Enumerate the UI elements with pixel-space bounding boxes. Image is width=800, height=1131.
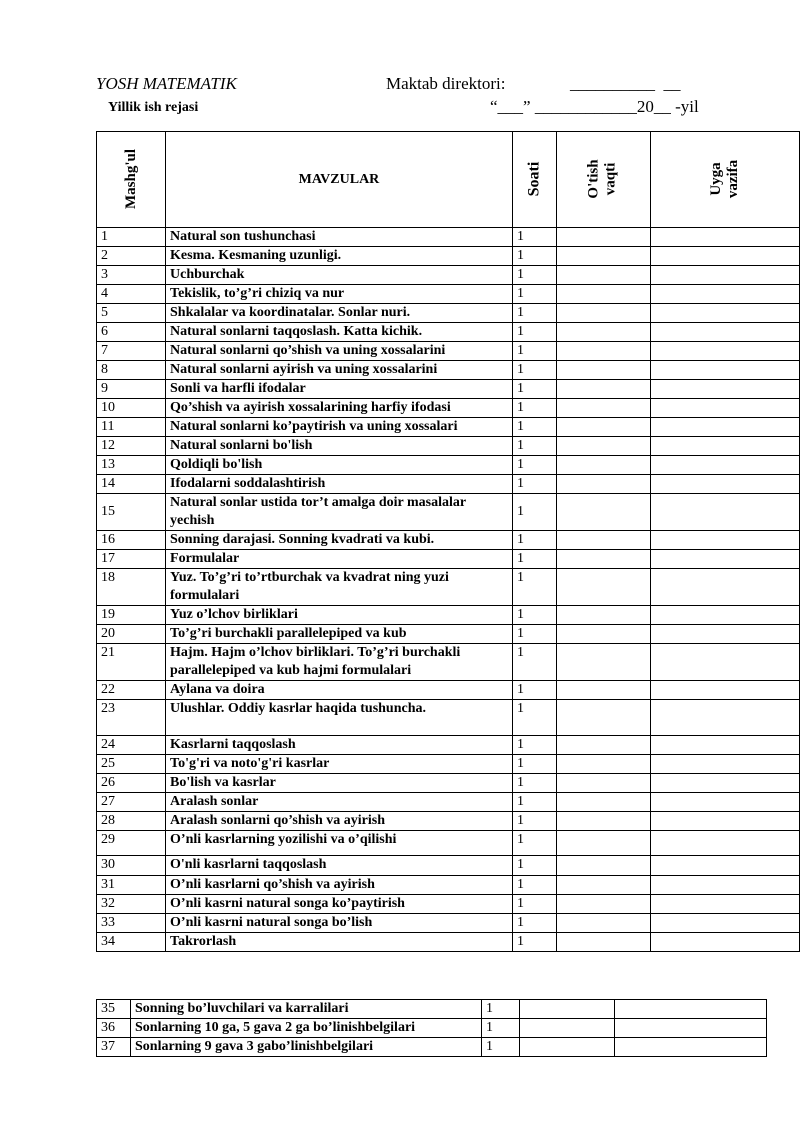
table-row (97, 895, 800, 914)
lesson-topic: Shkalalar va koordinatalar. Sonlar nuri. (166, 304, 513, 323)
homework-cell (650, 342, 800, 361)
lesson-hours: 1 (512, 247, 556, 266)
lesson-hours: 1 (512, 793, 556, 812)
lesson-number: 32 (97, 895, 166, 914)
date-cell (556, 736, 650, 755)
lesson-hours: 1 (512, 380, 556, 399)
homework-cell (650, 755, 800, 774)
table-row (97, 700, 800, 736)
lesson-number: 20 (97, 625, 166, 644)
lesson-hours: 1 (512, 569, 556, 606)
lesson-topic: Natural sonlarni ko’paytirish va uning xossalari (166, 418, 513, 437)
lesson-hours: 1 (512, 914, 556, 933)
lesson-hours: 1 (512, 933, 556, 952)
lesson-topic: O’nli kasrlarni qo’shish va ayirish (166, 876, 513, 895)
lesson-number: 10 (97, 399, 166, 418)
lesson-topic: Ifodalarni soddalashtirish (166, 475, 513, 494)
table-row (97, 681, 800, 700)
lesson-topic: Natural son tushunchasi (166, 228, 513, 247)
lesson-hours: 1 (512, 812, 556, 831)
date-cell (556, 876, 650, 895)
lesson-topic: Aralash sonlarni qo’shish va ayirish (166, 812, 513, 831)
lesson-number: 27 (97, 793, 166, 812)
date-cell (556, 380, 650, 399)
lesson-hours: 1 (512, 856, 556, 876)
lesson-number: 29 (97, 831, 166, 856)
lesson-topic: Tekislik, to’g’ri chiziq va nur (166, 285, 513, 304)
date-cell (556, 625, 650, 644)
lesson-topic: Qo’shish va ayirish xossalarining harfiy ifodasi (166, 399, 513, 418)
date-cell (556, 361, 650, 380)
date-cell (556, 700, 650, 736)
date-cell (556, 550, 650, 569)
date-cell (556, 774, 650, 793)
table-row (97, 755, 800, 774)
lesson-number: 21 (97, 644, 166, 681)
homework-cell (650, 531, 800, 550)
lesson-hours: 1 (512, 625, 556, 644)
table-row (97, 342, 800, 361)
lesson-number: 1 (97, 228, 166, 247)
lesson-number: 3 (97, 266, 166, 285)
lesson-hours: 1 (512, 531, 556, 550)
homework-cell (650, 876, 800, 895)
table-row (97, 456, 800, 475)
lesson-topic: Natural sonlar ustida tor’t amalga doir masalalar yechish (166, 494, 513, 531)
lesson-topic: Sonning bo’luvchilari va karralilari (131, 1000, 482, 1019)
homework-cell (650, 700, 800, 736)
date-cell (556, 569, 650, 606)
lesson-number: 2 (97, 247, 166, 266)
lesson-hours: 1 (512, 361, 556, 380)
lesson-hours: 1 (512, 644, 556, 681)
lesson-number: 7 (97, 342, 166, 361)
lesson-number: 16 (97, 531, 166, 550)
lesson-topic: Ulushlar. Oddiy kasrlar haqida tushuncha. (166, 700, 513, 736)
date-cell (556, 475, 650, 494)
homework-cell (615, 1000, 767, 1019)
extra-lesson-table (96, 999, 767, 1057)
date-cell (556, 304, 650, 323)
date-cell (556, 228, 650, 247)
lesson-topic: Natural sonlarni ayirish va uning xossalarini (166, 361, 513, 380)
topics-header: MAVZULAR (166, 132, 513, 228)
date-cell (556, 399, 650, 418)
lesson-hours: 1 (512, 475, 556, 494)
lesson-hours: 1 (512, 437, 556, 456)
lesson-number: 23 (97, 700, 166, 736)
lesson-hours: 1 (512, 323, 556, 342)
table-row (97, 876, 800, 895)
lesson-topic: Uchburchak (166, 266, 513, 285)
date-cell (556, 266, 650, 285)
homework-cell (615, 1038, 767, 1057)
table-row (97, 812, 800, 831)
lesson-hours: 1 (512, 418, 556, 437)
lesson-topic: O'nli kasrlarni taqqoslash (166, 856, 513, 876)
date-cell (556, 793, 650, 812)
table-row (97, 247, 800, 266)
date-cell (556, 494, 650, 531)
lesson-hours: 1 (512, 700, 556, 736)
lesson-hours: 1 (482, 1038, 520, 1057)
lesson-number: 37 (97, 1038, 131, 1057)
lesson-number: 31 (97, 876, 166, 895)
lesson-number: 35 (97, 1000, 131, 1019)
lesson-number: 17 (97, 550, 166, 569)
homework-cell (650, 550, 800, 569)
lesson-number: 33 (97, 914, 166, 933)
lesson-number: 9 (97, 380, 166, 399)
lesson-number: 19 (97, 606, 166, 625)
lesson-topic: Qoldiqli bo'lish (166, 456, 513, 475)
plan-subtitle: Yillik ish rejasi (108, 100, 199, 115)
date-cell (556, 342, 650, 361)
lesson-topic: Kasrlarni taqqoslash (166, 736, 513, 755)
table-row (97, 625, 800, 644)
lesson-topic: To’g’ri burchakli parallelepiped va kub (166, 625, 513, 644)
date-cell (556, 606, 650, 625)
date-cell (556, 644, 650, 681)
table-row (97, 1019, 767, 1038)
lesson-hours: 1 (512, 342, 556, 361)
table-row (97, 399, 800, 418)
lesson-topic: O’nli kasrlarning yozilishi va o’qilishi (166, 831, 513, 856)
lesson-hours: 1 (512, 681, 556, 700)
table-row (97, 418, 800, 437)
homework-cell (650, 793, 800, 812)
homework-cell (650, 361, 800, 380)
table-row (97, 304, 800, 323)
homework-cell (650, 625, 800, 644)
homework-cell (650, 681, 800, 700)
lesson-hours: 1 (482, 1000, 520, 1019)
table-row (97, 531, 800, 550)
homework-cell (650, 812, 800, 831)
lesson-topic: Sonning darajasi. Sonning kvadrati va kubi. (166, 531, 513, 550)
homework-cell (615, 1019, 767, 1038)
lesson-hours: 1 (512, 831, 556, 856)
homework-cell (650, 856, 800, 876)
table-row (97, 361, 800, 380)
lesson-hours: 1 (512, 266, 556, 285)
lesson-topic: Formulalar (166, 550, 513, 569)
table-row (97, 323, 800, 342)
lesson-number: 36 (97, 1019, 131, 1038)
table-row (97, 644, 800, 681)
date-cell (556, 323, 650, 342)
lesson-hours: 1 (512, 285, 556, 304)
table-row (97, 550, 800, 569)
date-cell (556, 437, 650, 456)
table-row (97, 569, 800, 606)
homework-cell (650, 644, 800, 681)
date-cell (520, 1019, 615, 1038)
lesson-topic: Natural sonlarni taqqoslash. Katta kichik. (166, 323, 513, 342)
homework-cell (650, 266, 800, 285)
table-row (97, 914, 800, 933)
homework-cell (650, 228, 800, 247)
date-header: O'tish vaqti (556, 132, 650, 228)
homework-cell (650, 456, 800, 475)
table-row (97, 228, 800, 247)
date-cell (520, 1000, 615, 1019)
table-row (97, 856, 800, 876)
homework-cell (650, 933, 800, 952)
lesson-hours: 1 (512, 228, 556, 247)
lesson-plan-table (96, 131, 800, 952)
homework-cell (650, 831, 800, 856)
director-label: Maktab direktori: (386, 74, 506, 93)
lesson-hours: 1 (512, 304, 556, 323)
table-row (97, 606, 800, 625)
table-row (97, 475, 800, 494)
date-cell (556, 831, 650, 856)
date-cell (520, 1038, 615, 1057)
lesson-number: 25 (97, 755, 166, 774)
lesson-hours: 1 (482, 1019, 520, 1038)
lesson-topic: Kesma. Kesmaning uzunligi. (166, 247, 513, 266)
date-cell (556, 933, 650, 952)
date-cell (556, 531, 650, 550)
lesson-number: 34 (97, 933, 166, 952)
table-row (97, 285, 800, 304)
lesson-topic: Takrorlash (166, 933, 513, 952)
lesson-number: 12 (97, 437, 166, 456)
homework-cell (650, 895, 800, 914)
lesson-hours: 1 (512, 550, 556, 569)
lesson-hours: 1 (512, 494, 556, 531)
lesson-number: 22 (97, 681, 166, 700)
lesson-topic: Natural sonlarni qo’shish va uning xossalarini (166, 342, 513, 361)
director-signature-line: __________ __ (570, 74, 681, 93)
lesson-number: 11 (97, 418, 166, 437)
table-row (97, 494, 800, 531)
date-cell (556, 418, 650, 437)
school-title: YOSH MATEMATIK (96, 74, 237, 93)
lesson-number: 18 (97, 569, 166, 606)
date-cell (556, 856, 650, 876)
date-cell (556, 914, 650, 933)
lesson-hours: 1 (512, 606, 556, 625)
lesson-hours: 1 (512, 736, 556, 755)
date-cell (556, 895, 650, 914)
lesson-topic: Aylana va doira (166, 681, 513, 700)
date-cell (556, 681, 650, 700)
table-row (97, 774, 800, 793)
lesson-number: 28 (97, 812, 166, 831)
lesson-number: 26 (97, 774, 166, 793)
date-line: “___” ____________20__ -yil (490, 97, 699, 116)
lesson-number-header: Mashg'ul (97, 132, 166, 228)
lesson-hours: 1 (512, 774, 556, 793)
lesson-hours: 1 (512, 755, 556, 774)
lesson-number: 8 (97, 361, 166, 380)
lesson-topic: Natural sonlarni bo'lish (166, 437, 513, 456)
homework-cell (650, 437, 800, 456)
date-cell (556, 755, 650, 774)
lesson-topic: Sonlarning 10 ga, 5 gava 2 ga bo’linishbelgilari (131, 1019, 482, 1038)
homework-cell (650, 606, 800, 625)
hours-header: Soati (512, 132, 556, 228)
homework-cell (650, 304, 800, 323)
lesson-number: 24 (97, 736, 166, 755)
homework-header: Uyga vazifa (650, 132, 800, 228)
homework-cell (650, 380, 800, 399)
table-row (97, 380, 800, 399)
lesson-number: 13 (97, 456, 166, 475)
table-row (97, 793, 800, 812)
lesson-hours: 1 (512, 399, 556, 418)
lesson-number: 5 (97, 304, 166, 323)
homework-cell (650, 494, 800, 531)
lesson-topic: Sonli va harfli ifodalar (166, 380, 513, 399)
homework-cell (650, 399, 800, 418)
lesson-hours: 1 (512, 895, 556, 914)
date-cell (556, 812, 650, 831)
homework-cell (650, 285, 800, 304)
homework-cell (650, 569, 800, 606)
homework-cell (650, 914, 800, 933)
homework-cell (650, 418, 800, 437)
homework-cell (650, 774, 800, 793)
table-header-row (97, 132, 800, 228)
table-row (97, 1038, 767, 1057)
table-row (97, 1000, 767, 1019)
lesson-topic: Hajm. Hajm o’lchov birliklari. To’g’ri burchakli parallelepiped va kub hajmi formulalari (166, 644, 513, 681)
lesson-hours: 1 (512, 876, 556, 895)
table-row (97, 933, 800, 952)
homework-cell (650, 247, 800, 266)
lesson-number: 15 (97, 494, 166, 531)
date-cell (556, 285, 650, 304)
table-row (97, 266, 800, 285)
homework-cell (650, 475, 800, 494)
lesson-topic: Aralash sonlar (166, 793, 513, 812)
homework-cell (650, 736, 800, 755)
lesson-number: 4 (97, 285, 166, 304)
date-cell (556, 247, 650, 266)
lesson-topic: O’nli kasrni natural songa ko’paytirish (166, 895, 513, 914)
lesson-number: 14 (97, 475, 166, 494)
table-row (97, 831, 800, 856)
lesson-topic: To'g'ri va noto'g'ri kasrlar (166, 755, 513, 774)
lesson-topic: Yuz. To’g’ri to’rtburchak va kvadrat ning yuzi formulalari (166, 569, 513, 606)
lesson-topic: Yuz o’lchov birliklari (166, 606, 513, 625)
table-row (97, 736, 800, 755)
table-row (97, 437, 800, 456)
lesson-number: 6 (97, 323, 166, 342)
date-cell (556, 456, 650, 475)
lesson-topic: O’nli kasrni natural songa bo’lish (166, 914, 513, 933)
homework-cell (650, 323, 800, 342)
lesson-number: 30 (97, 856, 166, 876)
lesson-hours: 1 (512, 456, 556, 475)
lesson-topic: Sonlarning 9 gava 3 gabo’linishbelgilari (131, 1038, 482, 1057)
lesson-topic: Bo'lish va kasrlar (166, 774, 513, 793)
